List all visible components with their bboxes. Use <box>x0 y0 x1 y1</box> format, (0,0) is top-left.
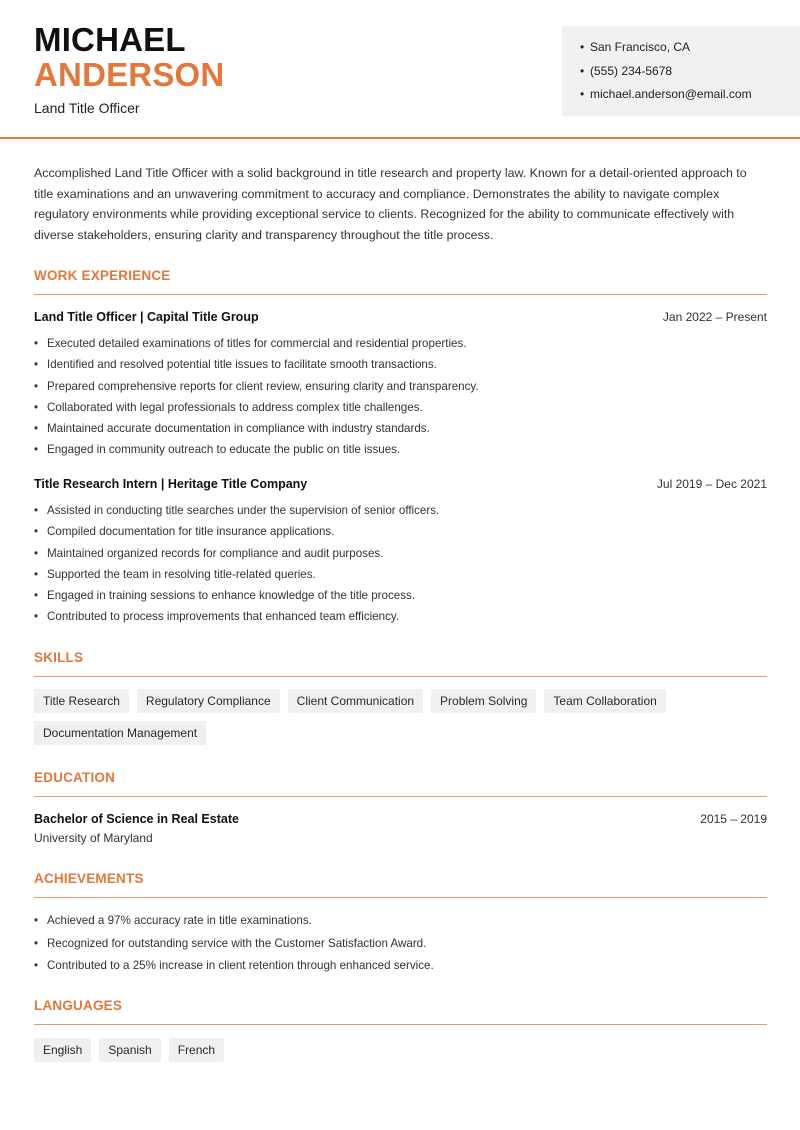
contact-location: • San Francisco, CA <box>580 39 752 63</box>
skills-tags <box>34 689 774 745</box>
job-role: Land Title Officer | Capital Title Group <box>34 310 259 324</box>
list-item: • Recognized for outstanding service with the Customer Satisfaction Award. <box>34 936 767 959</box>
contact-email[interactable]: • michael.anderson@email.com <box>580 86 752 110</box>
list-item: • Executed detailed examinations of titles for commercial and residential properties. <box>34 336 767 357</box>
list-item: • Maintained organized records for compliance and audit purposes. <box>34 546 767 567</box>
section-title-achievements: ACHIEVEMENTS <box>34 871 144 886</box>
job-title: Land Title Officer <box>34 100 140 116</box>
list-item: • Assisted in conducting title searches under the supervision of senior officers. <box>34 503 767 524</box>
language-tag: French <box>169 1038 224 1062</box>
edu-school: University of Maryland <box>34 831 153 845</box>
list-item: • Contributed to process improvements that enhanced team efficiency. <box>34 609 767 630</box>
list-item: • Maintained accurate documentation in compliance with industry standards. <box>34 421 767 442</box>
skill-tag: Title Research <box>34 689 129 713</box>
section-divider <box>34 294 767 295</box>
contact-list <box>580 39 752 110</box>
job-header <box>34 310 767 324</box>
list-item: • Supported the team in resolving title-related queries. <box>34 567 767 588</box>
list-item: • Compiled documentation for title insurance applications. <box>34 524 767 545</box>
section-title-skills: SKILLS <box>34 650 84 665</box>
list-item: • Prepared comprehensive reports for client review, ensuring clarity and transparency. <box>34 379 767 400</box>
section-title-education: EDUCATION <box>34 770 116 785</box>
list-item: • Contributed to a 25% increase in client retention through enhanced service. <box>34 958 767 981</box>
section-divider <box>34 1024 767 1025</box>
list-item: • Identified and resolved potential title issues to facilitate smooth transactions. <box>34 357 767 378</box>
section-divider <box>34 676 767 677</box>
skill-tag: Client Communication <box>288 689 423 713</box>
language-tag: English <box>34 1038 91 1062</box>
language-tags <box>34 1038 774 1062</box>
list-item: • Collaborated with legal professionals to address complex title challenges. <box>34 400 767 421</box>
list-item: • Engaged in community outreach to educate the public on title issues. <box>34 442 767 463</box>
skill-tag: Problem Solving <box>431 689 536 713</box>
section-divider <box>34 897 767 898</box>
contact-box <box>562 26 800 116</box>
job-bullets <box>34 503 767 631</box>
contact-phone: • (555) 234-5678 <box>580 63 752 87</box>
edu-degree: Bachelor of Science in Real Estate <box>34 812 239 826</box>
skill-tag: Documentation Management <box>34 721 206 745</box>
job-bullets <box>34 336 767 464</box>
achievement-bullets <box>34 913 767 981</box>
list-item: • Achieved a 97% accuracy rate in title examinations. <box>34 913 767 936</box>
job-dates: Jan 2022 – Present <box>662 310 767 324</box>
skill-tag: Regulatory Compliance <box>137 689 280 713</box>
job-dates: Jul 2019 – Dec 2021 <box>656 477 767 491</box>
last-name: ANDERSON <box>34 56 225 93</box>
language-tag: Spanish <box>99 1038 160 1062</box>
edu-dates: 2015 – 2019 <box>700 812 767 826</box>
job-header <box>34 477 767 491</box>
job-role: Title Research Intern | Heritage Title Company <box>34 477 308 491</box>
list-item: • Engaged in training sessions to enhance knowledge of the title process. <box>34 588 767 609</box>
resume-header <box>0 0 800 139</box>
summary-paragraph: Accomplished Land Title Officer with a solid background in title research and property law. Known for a detail-oriented approach to title examinations and an unwavering commitment to accuracy and compliance. Demonstrates the ability to navigate complex regulatory environments while providing exceptional service to clients. Recognized for the ability to communicate effectively with diverse stakeholders, ensuring clarity and transparency throughout the title process. <box>34 166 747 242</box>
first-name: MICHAEL <box>34 21 186 58</box>
section-title-work: WORK EXPERIENCE <box>34 268 171 283</box>
skill-tag: Team Collaboration <box>544 689 665 713</box>
section-title-languages: LANGUAGES <box>34 998 123 1013</box>
section-divider <box>34 796 767 797</box>
